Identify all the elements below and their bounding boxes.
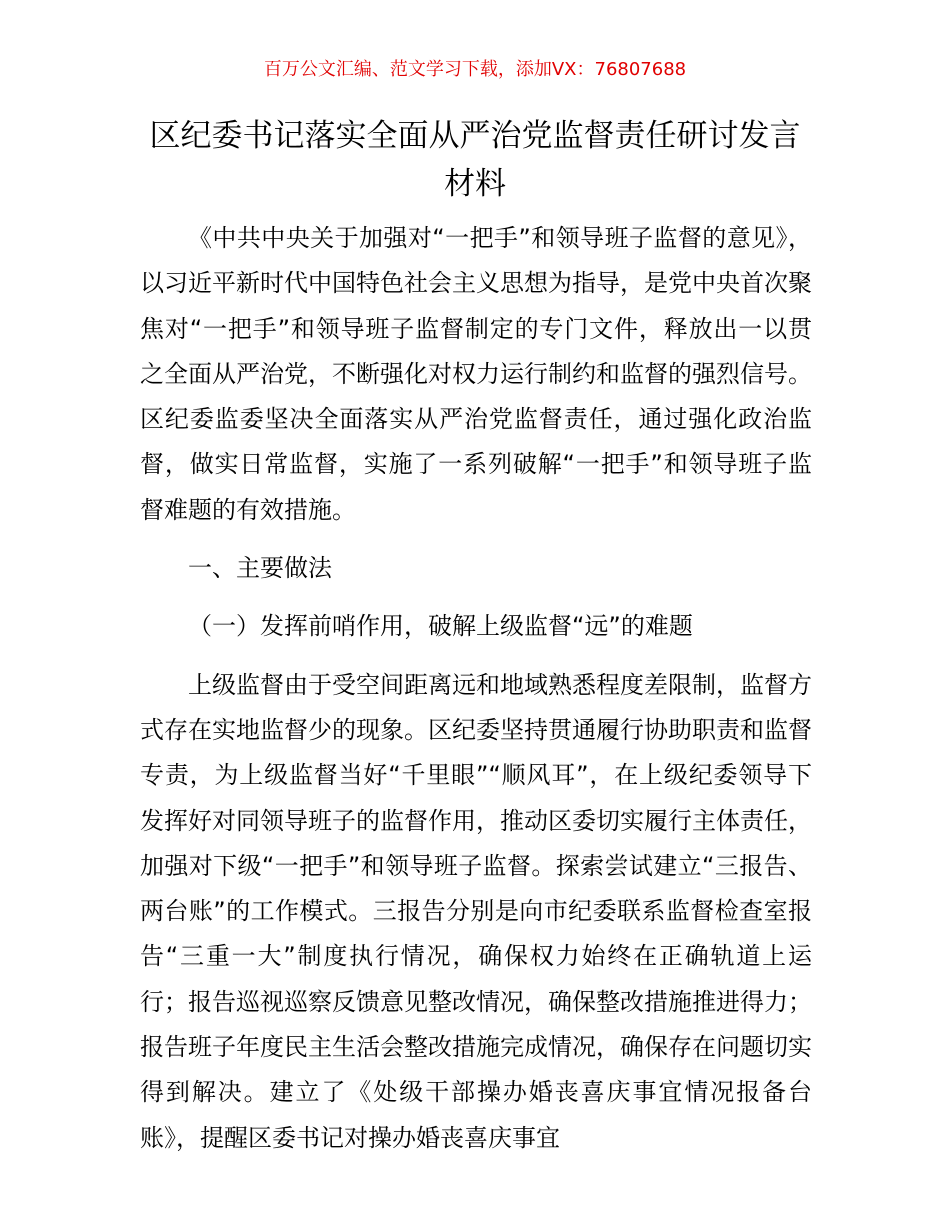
intro-paragraph: 《中共中央关于加强对“一把手”和领导班子监督的意见》，以习近平新时代中国特色社会主义思想为指导，是党中央首次聚焦对“一把手”和领导班子监督制定的专门文件，释放出一以贯之全面从严治党，不断强化对权力运行制约和监督的强烈信号。区纪委监委坚决全面落实从严治党监督责任，通过强化政治监督，做实日常监督，实施了一系列破解“一把手”和领导班子监督难题的有效措施。 (140, 224, 812, 524)
section-heading-main-practices: 一、主要做法 (188, 554, 332, 583)
document-body (140, 216, 812, 1161)
header-watermark-note: 百万公文汇编、范文学习下载，添加VX：76807688 (263, 59, 687, 80)
document-title: 区纪委书记落实全面从严治党监督责任研讨发言材料 (149, 118, 801, 202)
subsection-heading-1: （一）发挥前哨作用，破解上级监督“远”的难题 (188, 612, 693, 641)
body-paragraph-1: 上级监督由于受空间距离远和地域熟悉程度差限制，监督方式存在实地监督少的现象。区纪委坚持贯通履行协助职责和监督专责，为上级监督当好“千里眼”“顺风耳”，在上级纪委领导下发挥好对同领导班子的监督作用，推动区委切实履行主体责任，加强对下级“一把手”和领导班子监督。探索尝试建立“三报告、两台账”的工作模式。三报告分别是向市纪委联系监督检查室报告“三重一大”制度执行情况，确保权力始终在正确轨道上运行；报告巡视巡察反馈意见整改情况，确保整改措施推进得力；报告班子年度民主生活会整改措施完成情况，确保存在问题切实得到解决。建立了《处级干部操办婚丧喜庆事宜情况报备台账》，提醒区委书记对操办婚丧喜庆事宜 (140, 670, 812, 1152)
